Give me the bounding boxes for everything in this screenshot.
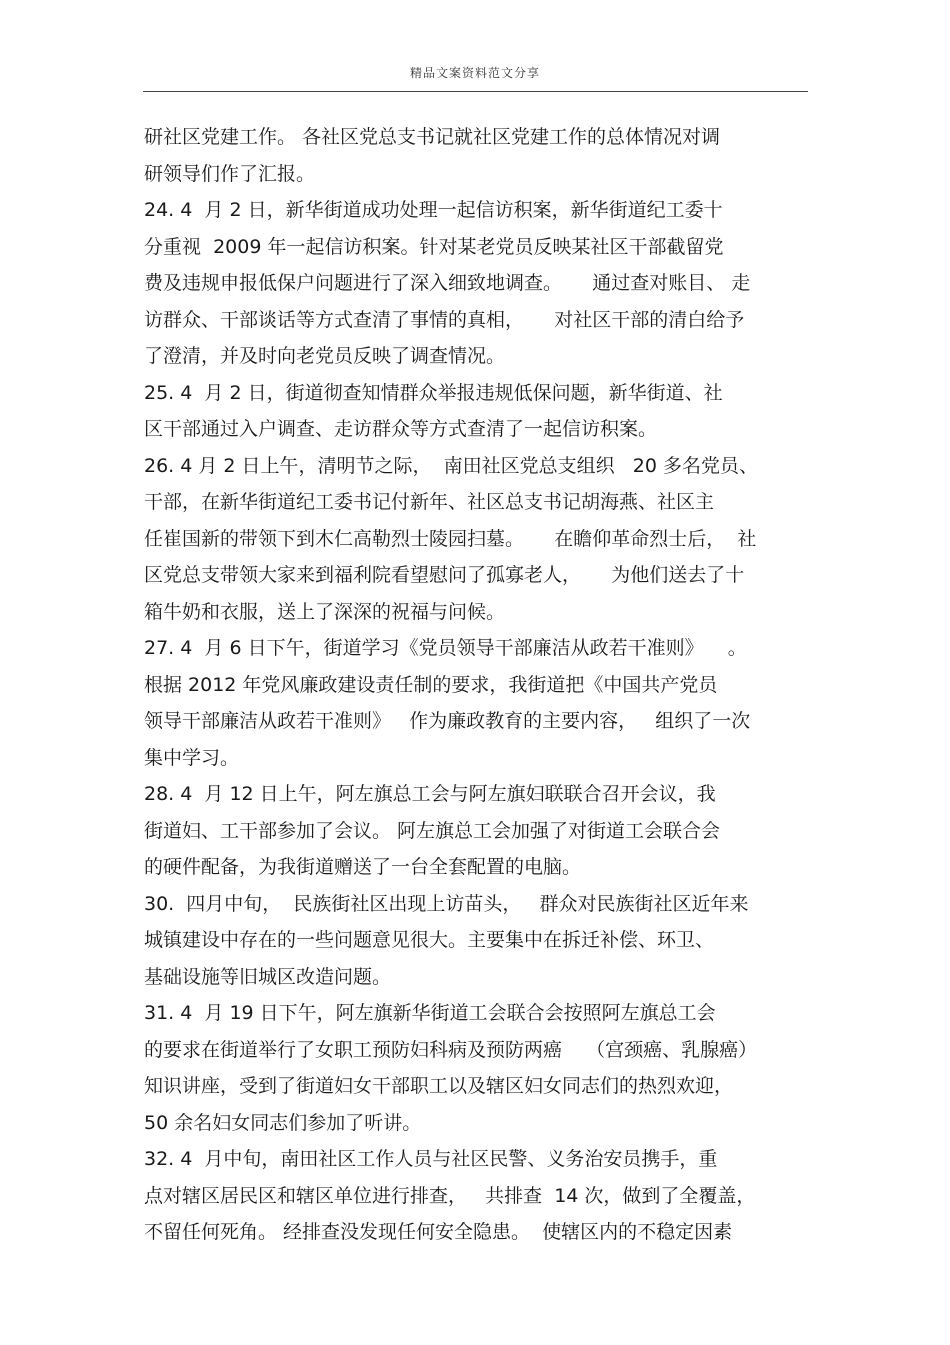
body-text-line: 根据 2012 年党风廉政建设责任制的要求，我街道把《中国共产党员 bbox=[144, 673, 718, 696]
body-text-line: 30. 四月中旬， 民族街社区出现上访苗头， 群众对民族街社区近年来 bbox=[144, 892, 749, 915]
body-text-line: 31. 4 月 19 日下午，阿左旗新华街道工会联合会按照阿左旗总工会 bbox=[144, 1002, 716, 1024]
body-text-line: 城镇建设中存在的一些问题意见很大。主要集中在拆迁补偿、环卫、 bbox=[144, 929, 715, 951]
body-text-line: 任崔国新的带领下到木仁高勒烈士陵园扫墓。 在瞻仰革命烈士后， 社 bbox=[144, 527, 757, 550]
body-text-line: 集中学习。 bbox=[144, 746, 240, 769]
body-text-line: 不留任何死角。 经排查没发现任何安全隐患。 使辖区内的不稳定因素 bbox=[144, 1221, 733, 1243]
body-text-line: 访群众、干部谈话等方式查清了事情的真相， 对社区干部的清白给予 bbox=[144, 308, 745, 331]
header-divider bbox=[143, 91, 808, 92]
body-text-line: 点对辖区居民区和辖区单位进行排查， 共排查 14 次，做到了全覆盖， bbox=[144, 1184, 756, 1207]
body-text-line: 领导干部廉洁从政若干准则》 作为廉政教育的主要内容， 组织了一次 bbox=[144, 710, 751, 732]
body-text-line: 干部，在新华街道纪工委书记付新年、社区总支书记胡海燕、社区主 bbox=[144, 491, 715, 513]
body-text-line: 24. 4 月 2 日，新华街道成功处理一起信访积案，新华街道纪工委十 bbox=[144, 199, 723, 221]
body-text-line: 箱牛奶和衣服，送上了深深的祝福与问候。 bbox=[144, 600, 506, 623]
body-text-line: 费及违规申报低保户问题进行了深入细致地调查。 通过查对账目、 走 bbox=[144, 272, 751, 294]
body-text-line: 基础设施等旧城区改造问题。 bbox=[144, 965, 392, 988]
body-text-line: 研社区党建工作。 各社区党总支书记就社区党建工作的总体情况对调 bbox=[144, 126, 721, 148]
body-text-line: 50 余名妇女同志们参加了听讲。 bbox=[144, 1111, 422, 1134]
body-text-line: 区干部通过入户调查、走访群众等方式查清了一起信访积案。 bbox=[144, 418, 658, 440]
body-text-line: 区党总支带领大家来到福利院看望慰问了孤寡老人， 为他们送去了十 bbox=[144, 564, 745, 586]
body-text-line: 27. 4 月 6 日下午，街道学习《党员领导干部廉洁从政若干准则》 。 bbox=[144, 637, 747, 659]
body-text-line: 28. 4 月 12 日上午，阿左旗总工会与阿左旗妇联联合召开会议，我 bbox=[144, 783, 716, 805]
body-text-line: 研领导们作了汇报。 bbox=[144, 162, 316, 185]
body-text-line: 知识讲座，受到了街道妇女干部职工以及辖区妇女同志们的热烈欢迎， bbox=[144, 1075, 734, 1097]
body-text-line: 25. 4 月 2 日，街道彻查知情群众举报违规低保问题，新华街道、社 bbox=[144, 381, 723, 404]
body-text-line: 分重视 2009 年一起信访积案。针对某老党员反映某社区干部截留党 bbox=[144, 235, 724, 258]
page-header-title: 精品文案资料范文分享 bbox=[409, 66, 540, 80]
body-text-line: 32. 4 月中旬，南田社区工作人员与社区民警、义务治安员携手，重 bbox=[144, 1148, 718, 1170]
body-text-line: 街道妇、工干部参加了会议。 阿左旗总工会加强了对街道工会联合会 bbox=[144, 819, 721, 842]
body-text-line: 的要求在街道举行了女职工预防妇科病及预防两癌 （宫颈癌、乳腺癌） bbox=[144, 1038, 758, 1061]
document-body bbox=[144, 119, 812, 1251]
body-text-line: 的硬件配备，为我街道赠送了一台全套配置的电脑。 bbox=[144, 856, 582, 878]
body-text-line: 26. 4 月 2 日上午，清明节之际， 南田社区党总支组织 20 多名党员、 bbox=[144, 454, 758, 477]
body-text-line: 了澄清，并及时向老党员反映了调查情况。 bbox=[144, 345, 506, 367]
